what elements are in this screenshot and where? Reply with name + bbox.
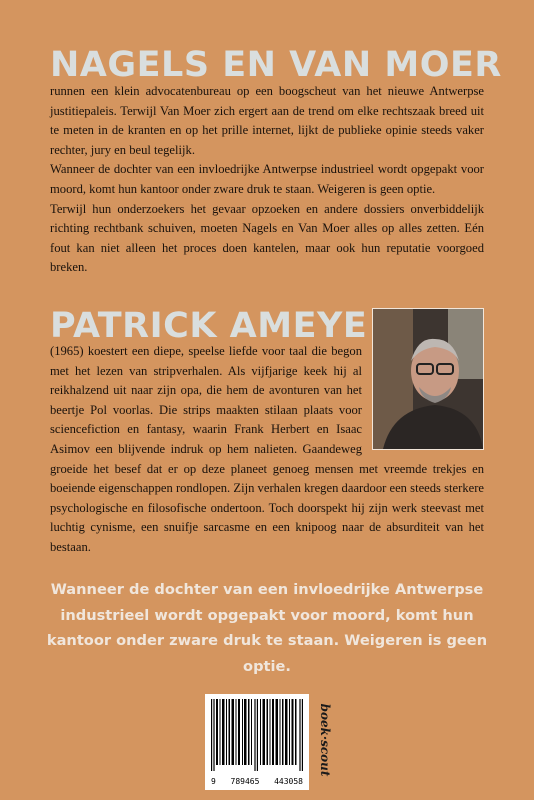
pull-quote: Wanneer de dochter van een invloedrijke Antwerpse industrieel wordt opgepakt voor moord, komt hun kantoor onder zware druk te staan. Weigeren is geen optie. <box>46 581 488 675</box>
book-title: NAGELS EN VAN MOER <box>50 45 502 85</box>
isbn-barcode <box>205 694 309 790</box>
isbn-digits-2: 789465 <box>230 777 260 786</box>
isbn-number <box>211 777 303 786</box>
author-name: PATRICK AMEYE <box>50 306 368 346</box>
publisher-logo <box>314 700 336 780</box>
blurb-paragraph-2: Wanneer de dochter van een invloedrijke Antwerpse industrieel wordt opgepakt voor moord, komt hun kantoor onder zware druk te staan. Weigeren is geen optie. <box>50 162 484 196</box>
blurb-paragraph-3: Terwijl hun onderzoekers het gevaar opzoeken en andere dossiers onverbiddelijk richting rechtbank schuiven, moeten Nagels en Van Moer alles op alles zetten. Eén fout kan niet alleen het proces doen kantelen, maar ook hun reputatie voorgoed breken. <box>50 201 484 275</box>
blurb-paragraph-1: runnen een klein advocatenbureau op een boogscheut van het nieuwe Antwerpse justitiepaleis. Terwijl Van Moer zich ergert aan de trend om elke rechtszaak breed uit te meten in de kranten en op het prille internet, lijkt de publieke opinie steeds vaker rechter, jury en beul tegelijk. <box>50 84 484 157</box>
blurb <box>50 82 484 278</box>
isbn-digits-3: 443058 <box>274 777 303 786</box>
barcode-bars <box>211 699 303 771</box>
author-bio-text: (1965) koestert een diepe, speelse liefde voor taal die begon met het lezen van stripverhalen. Als vijfjarige keek hij al reikhalzend uit naar zijn opa, die hem de avonturen van het beertje Pol voorlas. Die strips maakten stilaan plaats voor sciencefiction en fantasy, waarin Frank Herbert en Isaac Asimov een blijvende indruk op hem nalieten. Gaandeweg groeide het besef dat er op deze planeet genoeg mensen met vreemde trekjes en boeiende eigenschappen rondlopen. Zijn verhalen kregen daardoor een steeds sterkere psychologische en filosofische ondertoon. Toch doorspekt hij zijn werk steevast met luchtig cynisme, een snuifje sarcasme en een knipoog naar de absurditeit van het bestaan. <box>50 344 484 554</box>
publisher-name: boek·scout <box>318 703 332 777</box>
isbn-digit-1: 9 <box>211 777 216 786</box>
